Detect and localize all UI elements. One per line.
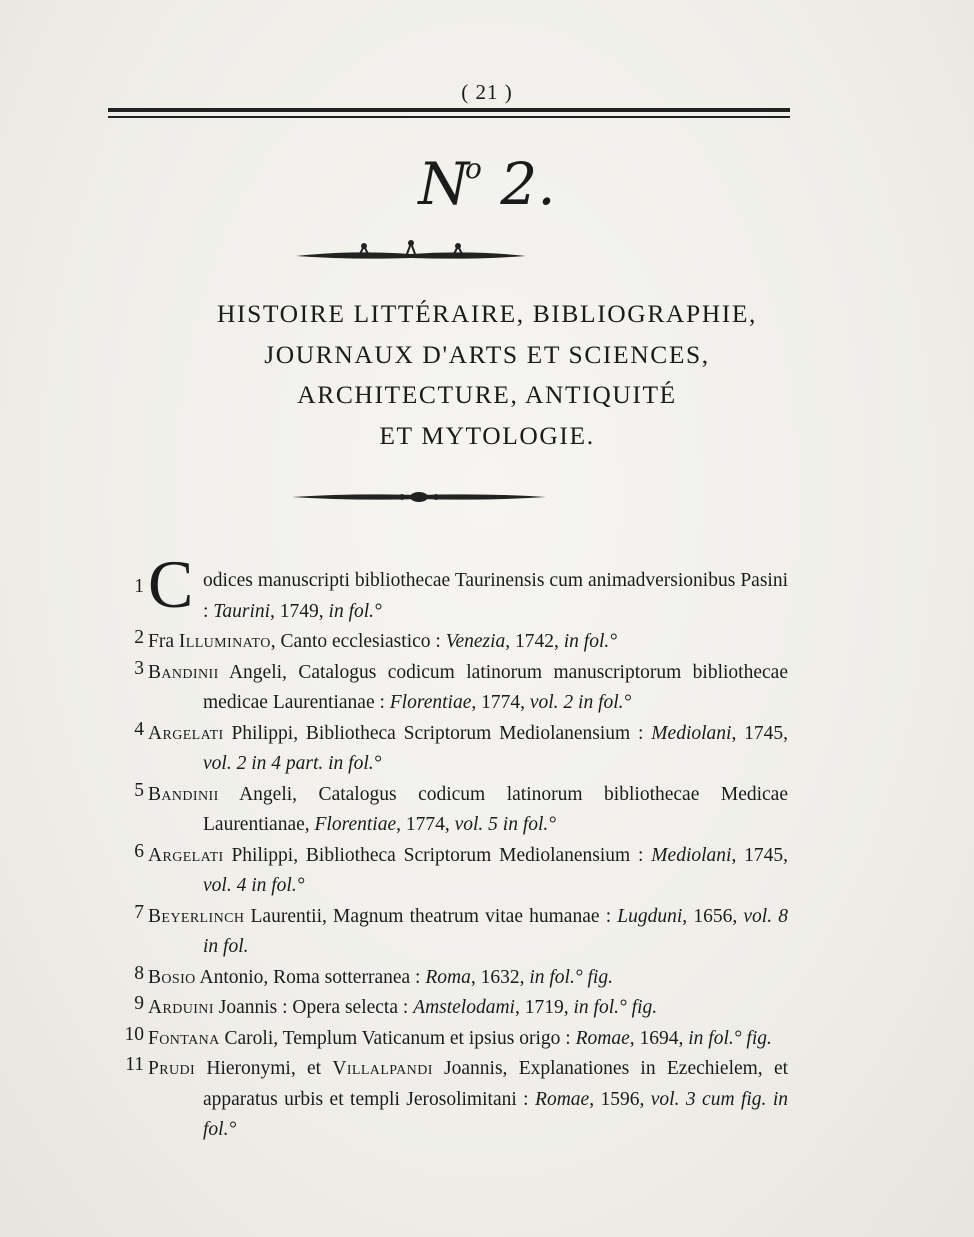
entry-number: 7 bbox=[134, 901, 144, 923]
entry-text: Arduini Joannis : Opera selecta : Amstelodami, 1719, in fol.° fig. bbox=[148, 997, 658, 1018]
entry-format: in fol.° fig. bbox=[529, 966, 613, 988]
entry-number: 9 bbox=[134, 993, 144, 1014]
entry-year: 1656 bbox=[693, 905, 733, 927]
entry-author: Bandinii bbox=[148, 783, 219, 805]
entry-text: Bosio Antonio, Roma sotterranea : Roma, 1632, in fol.° fig. bbox=[148, 966, 613, 988]
entry-text: Argelati Philippi, Bibliotheca Scriptorum Mediolanensium : Mediolani, 1745, vol. 2 in 4 part. in fol.° bbox=[148, 722, 789, 774]
entry-format: vol. 2 in 4 part. in fol.° bbox=[203, 753, 382, 774]
number-heading-sup: o bbox=[465, 152, 482, 185]
section-title-line-1: HISTOIRE LITTÉRAIRE, BIBLIOGRAPHIE, bbox=[217, 299, 757, 328]
entry-place: Mediolani bbox=[651, 722, 732, 744]
entry-number: 2 bbox=[134, 627, 144, 648]
list-item bbox=[0, 658, 974, 719]
entry-format: vol. 3 cum fig. in fol.° bbox=[203, 1088, 789, 1140]
header-rule-thick bbox=[108, 108, 790, 112]
entry-author: Argelati bbox=[148, 722, 224, 744]
entry-format: vol. 4 in fol.° bbox=[203, 875, 305, 896]
entry-author: Arduini bbox=[148, 997, 214, 1018]
entry-format: in fol.° bbox=[328, 600, 382, 622]
list-item bbox=[0, 719, 974, 780]
number-heading-prefix: N bbox=[418, 150, 470, 218]
entry-place: Venezia bbox=[445, 631, 506, 652]
entry-text: Bandinii Angeli, Catalogus codicum latinorum bibliothecae Medicae Laurentianae, Florentiae, 1774, vol. 5 in fol.° bbox=[148, 783, 788, 835]
entry-year: 1596 bbox=[600, 1088, 640, 1110]
section-title-line-2: JOURNAUX D'ARTS ET SCIENCES, bbox=[264, 339, 710, 369]
number-heading-value: 2. bbox=[500, 150, 556, 218]
entry-format: vol. 8 in fol. bbox=[203, 905, 789, 957]
entry-author-2: Villalpandi bbox=[332, 1058, 433, 1079]
entry-year: 1632 bbox=[480, 966, 520, 988]
entry-number: 3 bbox=[134, 657, 144, 679]
list-item bbox=[0, 1024, 974, 1055]
entry-year: 1774 bbox=[405, 814, 445, 835]
entry-place: Lugduni bbox=[617, 905, 683, 927]
entry-format: vol. 2 in fol.° bbox=[529, 692, 632, 713]
entry-number: 8 bbox=[134, 962, 144, 984]
entry-number: 1 bbox=[134, 576, 144, 597]
header-rule-thin bbox=[108, 116, 790, 118]
entry-text: Codices manuscripti bibliothecae Taurinensis cum animadversionibus Pasini : Taurini, 1749, in fol.° bbox=[148, 546, 788, 622]
entry-format: in fol.° fig. bbox=[688, 1027, 772, 1049]
entry-number: 4 bbox=[134, 718, 144, 740]
entry-year: 1719 bbox=[524, 997, 564, 1018]
entry-author: Beyerlinch bbox=[148, 905, 245, 927]
list-item bbox=[0, 963, 974, 994]
entry-text: Bandinii Angeli, Catalogus codicum latinorum manuscriptorum bibliothecae medicae Laurentianae : Florentiae, 1774, vol. 2 in fol.° bbox=[148, 661, 788, 713]
entry-year: 1745 bbox=[744, 844, 784, 866]
entry-author: Fontana bbox=[148, 1027, 220, 1049]
entry-text: Fra Illuminato, Canto ecclesiastico : Venezia, 1742, in fol.° bbox=[148, 631, 618, 652]
entry-number: 6 bbox=[134, 840, 144, 862]
entry-text: Prudi Hieronymi, et Villalpandi Joannis, Explanationes in Ezechielem, et apparatus urbis et templi Jerosolimitani : Romae, 1596, vol. 3 cum fig. in fol.° bbox=[148, 1058, 789, 1140]
entry-place: Mediolani bbox=[651, 844, 732, 866]
entry-year: 1745 bbox=[744, 722, 784, 744]
entry-author: Argelati bbox=[148, 844, 224, 866]
entry-place: Romae bbox=[575, 1027, 630, 1049]
entry-author: Prudi bbox=[148, 1058, 196, 1079]
entry-text: Argelati Philippi, Bibliotheca Scriptorum Mediolanensium : Mediolani, 1745, vol. 4 in fol.° bbox=[148, 844, 789, 896]
section-title-line-4: ET MYTOLOGIE. bbox=[379, 420, 595, 450]
entry-number: 5 bbox=[134, 779, 144, 801]
entry-text: Beyerlinch Laurentii, Magnum theatrum vitae humanae : Lugduni, 1656, vol. 8 in fol. bbox=[148, 905, 789, 957]
list-item bbox=[0, 902, 974, 963]
section-title bbox=[100, 294, 874, 456]
entry-author: Illuminato bbox=[178, 631, 271, 652]
entry-place: Florentiae bbox=[314, 814, 397, 835]
drop-cap: C bbox=[148, 546, 194, 622]
number-heading bbox=[0, 150, 974, 218]
entry-format: vol. 5 in fol.° bbox=[454, 814, 557, 835]
list-item bbox=[0, 546, 974, 627]
list-item bbox=[0, 627, 974, 658]
entry-place: Amstelodami bbox=[413, 997, 515, 1018]
entry-place: Roma bbox=[425, 966, 471, 988]
section-title-line-3: ARCHITECTURE, ANTIQUITÉ bbox=[297, 380, 677, 409]
entry-author: Bandinii bbox=[148, 661, 219, 683]
entry-text: Fontana Caroli, Templum Vaticanum et ipsius origo : Romae, 1694, in fol.° fig. bbox=[148, 1027, 772, 1049]
entry-year: 1742 bbox=[515, 631, 555, 652]
entry-number: 10 bbox=[124, 1023, 144, 1045]
entry-year: 1749 bbox=[279, 600, 319, 622]
list-item bbox=[0, 1054, 974, 1146]
ornament-flourish-icon bbox=[292, 236, 530, 266]
bibliography-list bbox=[0, 546, 974, 1146]
entry-place: Florentiae bbox=[389, 692, 472, 713]
entry-year: 1694 bbox=[639, 1027, 679, 1049]
entry-year: 1774 bbox=[481, 692, 521, 713]
list-item bbox=[0, 841, 974, 902]
list-item bbox=[0, 780, 974, 841]
entry-format: in fol.° bbox=[563, 631, 618, 652]
entry-number: 11 bbox=[125, 1054, 144, 1075]
list-item bbox=[0, 993, 974, 1024]
entry-place: Romae bbox=[535, 1088, 590, 1110]
entry-author: Bosio bbox=[148, 966, 196, 988]
ornament-divider-icon bbox=[288, 484, 550, 510]
page-number: ( 21 ) bbox=[461, 80, 513, 104]
entry-place: Taurini bbox=[213, 600, 271, 622]
entry-format: in fol.° fig. bbox=[573, 997, 658, 1018]
